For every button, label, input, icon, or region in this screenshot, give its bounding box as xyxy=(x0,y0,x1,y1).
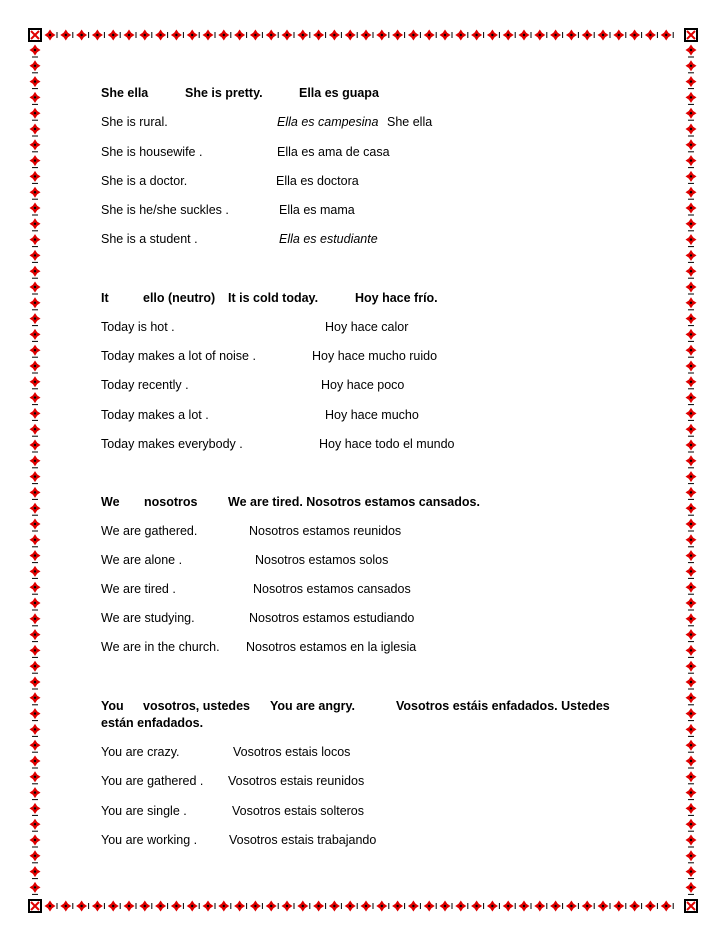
example-spanish: Hoy hace frío. xyxy=(355,291,438,305)
english-sentence: We are studying. xyxy=(101,611,195,625)
spanish-sentence: Hoy hace calor xyxy=(325,320,409,334)
pronoun-header: You xyxy=(101,699,124,713)
pronoun-spanish: nosotros xyxy=(144,495,198,509)
pronoun-spanish: ello (neutro) xyxy=(143,291,216,305)
spanish-sentence: Hoy hace mucho xyxy=(325,408,419,422)
spanish-sentence: Ella es mama xyxy=(279,203,355,217)
english-sentence: We are in the church. xyxy=(101,640,220,654)
spanish-sentence: Hoy hace poco xyxy=(321,378,405,392)
spanish-sentence: Nosotros estamos estudiando xyxy=(249,611,415,625)
english-sentence: You are working . xyxy=(101,833,198,847)
example-spanish-continued: están enfadados. xyxy=(101,716,204,730)
english-sentence: We are alone . xyxy=(101,553,183,567)
english-sentence: She is a doctor. xyxy=(101,174,188,188)
english-sentence: You are gathered . xyxy=(101,774,204,788)
spanish-sentence: Ella es campesina xyxy=(277,115,379,129)
pronoun-header: We xyxy=(101,495,120,509)
example-spanish: Ella es guapa xyxy=(299,86,379,100)
example-english: She is pretty. xyxy=(185,86,263,100)
spanish-sentence: Nosotros estamos en la iglesia xyxy=(246,640,417,654)
english-sentence: We are gathered. xyxy=(101,524,198,538)
extra-text: She ella xyxy=(387,115,433,129)
example-english: It is cold today. xyxy=(228,291,319,305)
spanish-sentence: Vosotros estais reunidos xyxy=(228,774,365,788)
english-sentence: She is he/she suckles . xyxy=(101,203,229,217)
spanish-sentence: Hoy hace mucho ruido xyxy=(312,349,438,363)
example-sentence: We are tired. Nosotros estamos cansados. xyxy=(228,495,480,509)
english-sentence: Today is hot . xyxy=(101,320,175,334)
english-sentence: You are crazy. xyxy=(101,745,180,759)
spanish-sentence: Ella es doctora xyxy=(276,174,359,188)
english-sentence: Today makes everybody . xyxy=(101,437,243,451)
english-sentence: She is rural. xyxy=(101,115,168,129)
english-sentence: She is housewife . xyxy=(101,145,203,159)
english-sentence: Today makes a lot of noise . xyxy=(101,349,256,363)
example-spanish: Vosotros estáis enfadados. Ustedes xyxy=(396,699,610,713)
english-sentence: You are single . xyxy=(101,804,187,818)
english-sentence: We are tired . xyxy=(101,582,176,596)
spanish-sentence: Ella es ama de casa xyxy=(277,145,390,159)
pronoun-header: She ella xyxy=(101,86,149,100)
pronoun-header: It xyxy=(101,291,109,305)
spanish-sentence: Ella es estudiante xyxy=(279,232,378,246)
spanish-sentence: Vosotros estais solteros xyxy=(232,804,365,818)
spanish-sentence: Nosotros estamos cansados xyxy=(253,582,411,596)
english-sentence: She is a student . xyxy=(101,232,198,246)
spanish-sentence: Nosotros estamos solos xyxy=(255,553,389,567)
example-english: You are angry. xyxy=(270,699,355,713)
english-sentence: Today recently . xyxy=(101,378,189,392)
spanish-sentence: Vosotros estais trabajando xyxy=(229,833,377,847)
english-sentence: Today makes a lot . xyxy=(101,408,209,422)
pronoun-spanish: vosotros, ustedes xyxy=(143,699,250,713)
spanish-sentence: Hoy hace todo el mundo xyxy=(319,437,455,451)
spanish-sentence: Vosotros estais locos xyxy=(233,745,351,759)
spanish-sentence: Nosotros estamos reunidos xyxy=(249,524,402,538)
